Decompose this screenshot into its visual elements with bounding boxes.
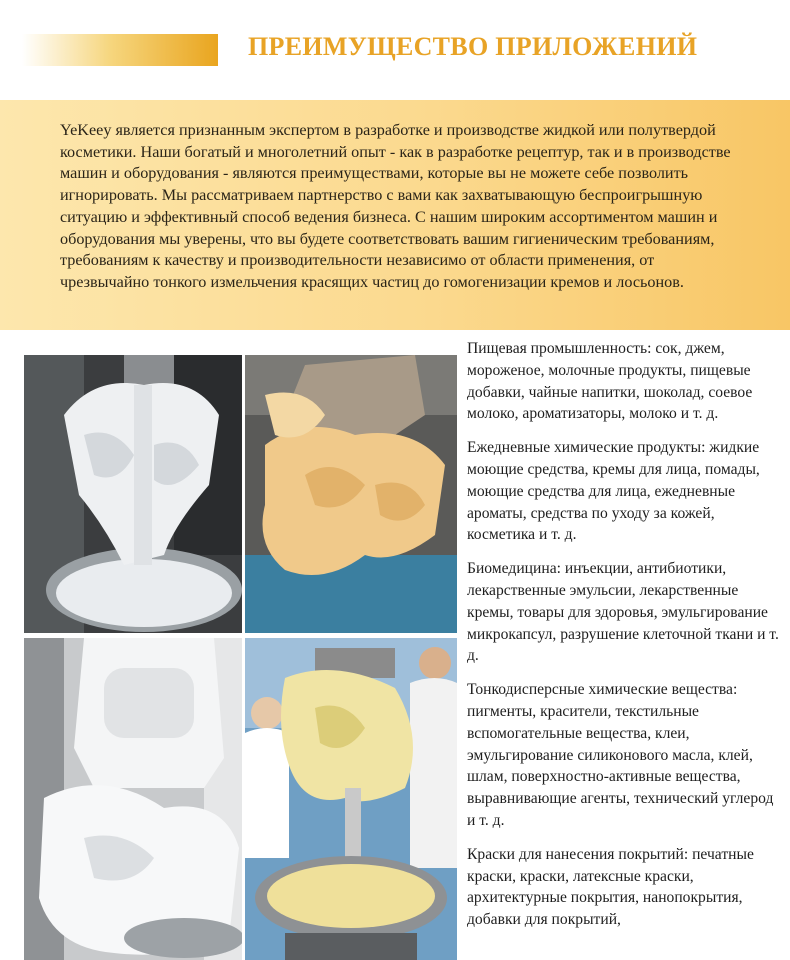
application-daily-chemicals: Ежедневные химические продукты: жидкие моющие средства, кремы для лица, помады, моющие средства для лица, ежедневные ароматы, средства по уходу за кожей, косметика и т. д. [467,439,760,544]
page-header [0,0,790,90]
application-food: Пищевая промышленность: сок, джем, мороженое, молочные продукты, пищевые добавки, чайные напитки, шоколад, соевое молоко, ароматизаторы, молоко и т. д. [467,340,753,423]
application-fine-chemicals: Тонкодисперсные химические вещества: пигменты, красители, текстильные вспомогательные вещества, клеи, эмульгирование силиконового масла, клей, шлам, поверхностно-активные вещества, выравнивающие агенты, технический углерод и т. д. [467,681,774,829]
intro-banner [0,100,790,330]
photo-yellow-cream-workers [245,638,457,960]
page-title: ПРЕИМУЩЕСТВО ПРИЛОЖЕНИЙ [248,32,698,61]
application-coatings: Краски для нанесения покрытий: печатные краски, краски, латексные краски, архитектурные покрытия, нанопокрытия, добавки для покрытий, [467,845,754,929]
application-biomedicine: Биомедицина: инъекции, антибиотики, лекарственные эмульсии, лекарственные кремы, товары для здоровья, эмульгирование микрокапсул, разрушение клеточной ткани и т. д. [467,560,779,665]
header-accent-bar [22,34,218,66]
photo-white-cream-closeup [24,638,242,960]
photo-yellow-cream-paddle [245,355,457,633]
photo-white-cream-paddle [24,355,242,633]
intro-text: YeKeey является признанным экспертом в разработке и производстве жидкой или полутвердой косметики. Наши богатый и многолетний опыт - как в разработке рецептур, так и в производстве машин и оборудования - являются преимуществами, которые вы не можете себе позволить игнорировать. Мы рассматриваем партнерство с вами как захватывающую беспроигрышную ситуацию и эффективный способ ведения бизнеса. С нашим широким ассортиментом машин и оборудования мы уверены, что вы будете соответствовать вашим гигиеническим требованиям, требованиям к качеству и производительности независимо от области применения, от чрезвычайно тонкого измельчения красящих частиц до гомогенизации кремов и лосьонов. [60,121,731,291]
applications-list [467,338,785,943]
